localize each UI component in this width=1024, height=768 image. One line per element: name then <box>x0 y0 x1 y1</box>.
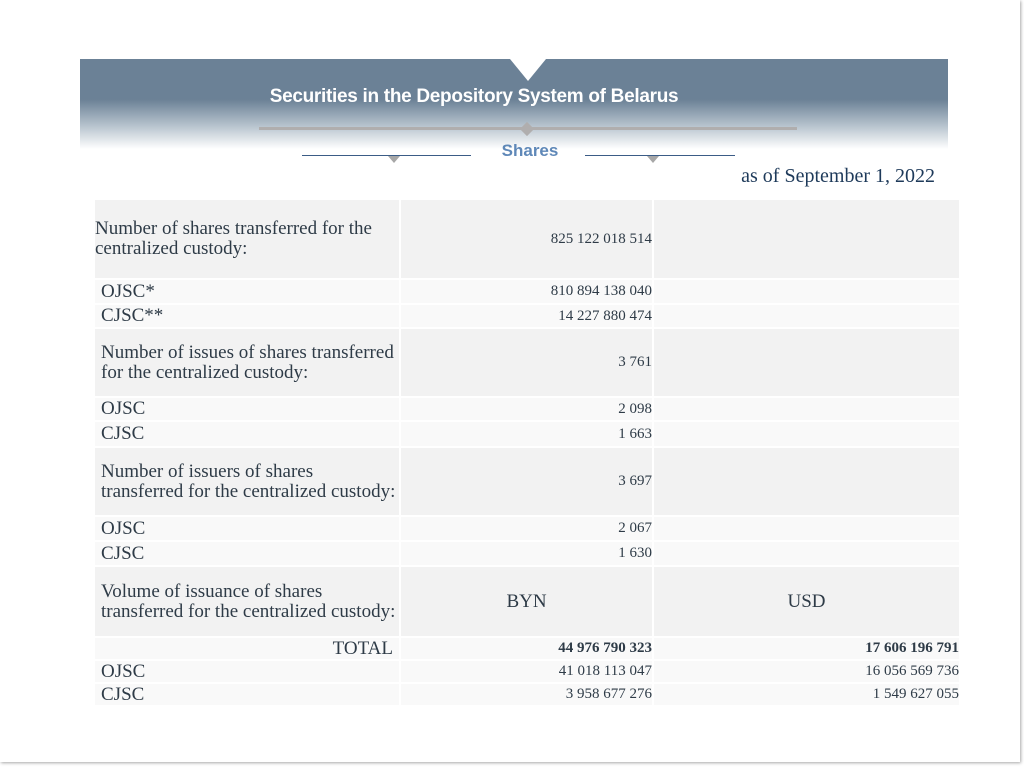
table-row <box>94 516 960 541</box>
usd-value <box>653 279 960 304</box>
byn-value: 2 098 <box>400 397 653 421</box>
usd-value <box>653 397 960 421</box>
byn-column-header: BYN <box>400 566 653 637</box>
usd-value: 16 056 569 736 <box>653 660 960 683</box>
table-row <box>94 421 960 447</box>
usd-column-header: USD <box>653 566 960 637</box>
byn-value: 1 663 <box>400 421 653 447</box>
row-label: OJSC <box>94 660 400 683</box>
row-label: CJSC <box>94 683 400 706</box>
table-row <box>94 304 960 328</box>
table-row <box>94 541 960 566</box>
subtitle-rule-left <box>302 155 471 156</box>
usd-value <box>653 328 960 397</box>
subtitle-marker-left <box>388 156 400 163</box>
byn-value: 2 067 <box>400 516 653 541</box>
usd-value: 17 606 196 791 <box>653 637 960 660</box>
byn-value: 825 122 018 514 <box>400 199 653 279</box>
table-row <box>94 328 960 397</box>
usd-value <box>653 516 960 541</box>
usd-value: 1 549 627 055 <box>653 683 960 706</box>
shares-table <box>93 198 961 707</box>
byn-value: 3 761 <box>400 328 653 397</box>
row-label: OJSC* <box>94 279 400 304</box>
table-row <box>94 397 960 421</box>
table-row <box>94 637 960 660</box>
row-label: CJSC <box>94 541 400 566</box>
table-row <box>94 683 960 706</box>
usd-value <box>653 304 960 328</box>
byn-value: 810 894 138 040 <box>400 279 653 304</box>
row-label: OJSC <box>94 516 400 541</box>
byn-value: 3 697 <box>400 447 653 516</box>
byn-value: 14 227 880 474 <box>400 304 653 328</box>
subtitle-marker-right <box>647 156 659 163</box>
table-row <box>94 199 960 279</box>
usd-value <box>653 447 960 516</box>
row-label: Number of shares transferred for the centralized custody: <box>94 199 400 279</box>
byn-value: 41 018 113 047 <box>400 660 653 683</box>
row-label: OJSC <box>94 397 400 421</box>
report-date: as of September 1, 2022 <box>741 165 935 187</box>
banner-notch <box>510 59 546 81</box>
table-row <box>94 447 960 516</box>
subtitle-rule-right <box>585 155 735 156</box>
row-label: Volume of issuance of shares transferred for the centralized custody: <box>94 566 400 637</box>
table-row <box>94 279 960 304</box>
usd-value <box>653 421 960 447</box>
section-subtitle: Shares <box>501 141 559 160</box>
byn-value: 1 630 <box>400 541 653 566</box>
row-label: Number of issuers of shares transferred for the centralized custody: <box>94 447 400 516</box>
table-row <box>94 660 960 683</box>
page-title: Securities in the Depository System of Belarus <box>269 86 679 107</box>
table-row <box>94 566 960 637</box>
row-label: Number of issues of shares transferred for the centralized custody: <box>94 328 400 397</box>
row-label: TOTAL <box>94 637 400 660</box>
usd-value <box>653 541 960 566</box>
usd-value <box>653 199 960 279</box>
byn-value: 3 958 677 276 <box>400 683 653 706</box>
row-label: CJSC** <box>94 304 400 328</box>
byn-value: 44 976 790 323 <box>400 637 653 660</box>
row-label: CJSC <box>94 421 400 447</box>
